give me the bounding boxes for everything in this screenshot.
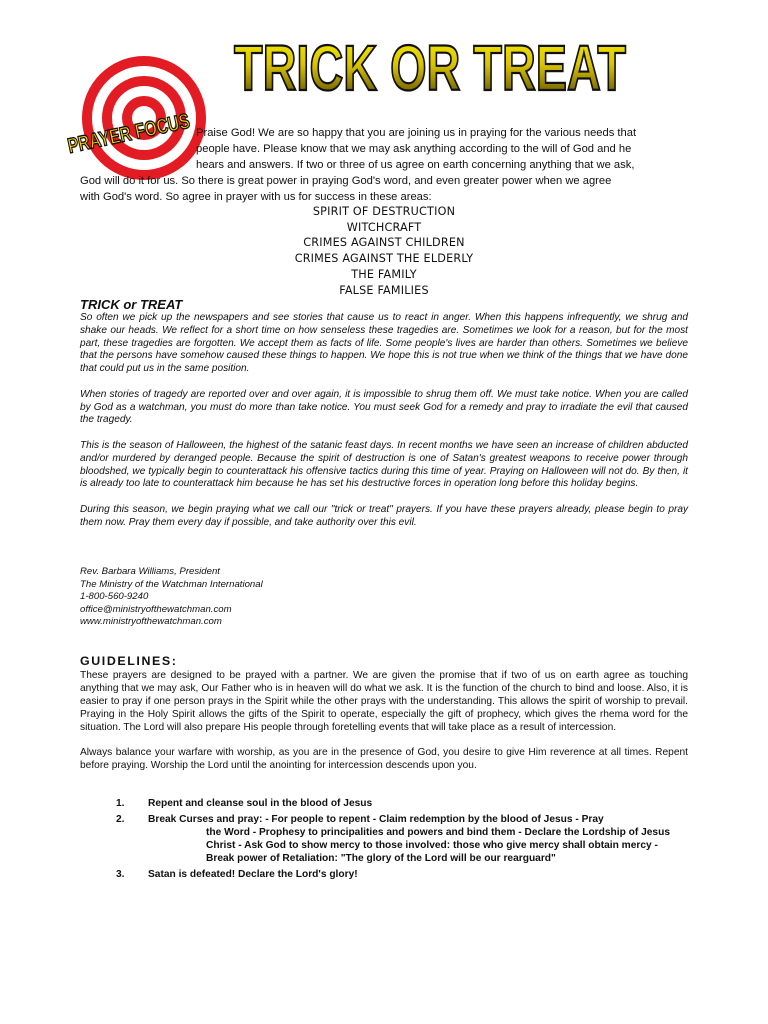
intro-paragraph <box>80 125 688 205</box>
step-number: 2. <box>116 813 125 825</box>
prayer-area-item: SPIRIT OF DESTRUCTION <box>312 205 456 218</box>
prayer-area-item: WITCHCRAFT <box>346 220 422 234</box>
intro-line: Praise God! We are so happy that you are joining us in praying for the various needs that <box>196 127 637 139</box>
body-paragraph: This is the season of Halloween, the highest of the satanic feast days. In recent months we have seen an increase of children abducted and/or murdered by deranged people. Because the spirit of destruction is one of Satan's greatest weapons to receive power through bloodshed, we typically begin to counterattack his offensive tactics during this time of year. Praying on Halloween will not do. By then, it is already too late to counterattack him because he has set his destructive forces in operation long before this holiday begins. <box>80 439 688 490</box>
step-text: Satan is defeated! Declare the Lord's glory! <box>148 868 358 880</box>
guidelines-heading: GUIDELINES: <box>80 654 178 668</box>
step-item <box>116 869 688 882</box>
signature-org: The Ministry of the Watchman International <box>80 578 263 590</box>
article-body <box>80 312 688 542</box>
step-text-continued: the Word - Prophesy to principalities and powers and bind them - Declare the Lordship of Jesus Christ - Ask God to show mercy to those involved: those who give mercy shall obtain mercy - Break power of Retaliation: "The glory of the Lord will be our rearguard" <box>206 826 670 864</box>
guidelines-body <box>80 670 688 786</box>
title-banner <box>230 28 630 104</box>
step-text-wrap <box>148 814 688 866</box>
prayer-area-item: CRIMES AGAINST CHILDREN <box>303 236 465 250</box>
page-title: TRICK OR TREAT <box>234 32 626 104</box>
prayer-area-item: THE FAMILY <box>351 267 417 281</box>
step-number: 1. <box>116 798 125 809</box>
step-item <box>116 814 688 866</box>
body-paragraph: During this season, we begin praying what we call our "trick or treat" prayers. If you have these prayers already, please begin to pray them now. Pray them every day if possible, and take authority over this evil. <box>80 503 688 528</box>
guidelines-paragraph: Always balance your warfare with worship, as you are in the presence of God, you desire to give Him reverence at all times. Repent before praying. Worship the Lord until the anointing for intercession descends upon you. <box>80 747 688 772</box>
prayer-area-item: CRIMES AGAINST THE ELDERLY <box>294 252 474 266</box>
intro-line: people have. Please know that we may ask anything according to the will of God and he <box>196 143 632 155</box>
step-item <box>116 798 688 811</box>
body-paragraph: When stories of tragedy are reported over and over again, it is impossible to shrug them off. We must take notice. When you are called by God as a watchman, you must do more than take notice. You must seek God for a remedy and pray to irradiate the evil that caused the tragedy. <box>80 388 688 426</box>
signature-name: Rev. Barbara Williams, President <box>80 566 220 577</box>
intro-line: hears and answers. If two or three of us agree on earth concerning anything that we ask, <box>196 159 635 171</box>
prayer-areas-list <box>120 204 648 298</box>
intro-line: with God's word. So agree in prayer with us for success in these areas: <box>80 191 432 203</box>
steps-list <box>116 798 688 884</box>
signature-block <box>80 566 480 629</box>
step-text: Repent and cleanse soul in the blood of Jesus <box>148 798 373 809</box>
signature-website: www.ministryofthewatchman.com <box>80 616 222 628</box>
logo-text: PRAYER FOCUS <box>65 101 232 158</box>
section-heading: TRICK or TREAT <box>80 297 183 312</box>
body-paragraph: So often we pick up the newspapers and see stories that cause us to react in anger. When this happens infrequently, we shrug and shake our heads. We reflect for a short time on how senseless these tragedies are. Sometimes we look for a reason, but for the most part, these tragedies are forgotten. We accept them as facts of life. Some people's lives are harder than others. Sometimes we believe that the persons have somehow caused these things to happen. We hope this is not true when we think of the things that we have done that could put us in the same position. <box>80 312 688 375</box>
intro-line: God will do it for us. So there is great power in praying God's word, and even greater power when we agree <box>80 175 612 187</box>
signature-email: office@ministryofthewatchman.com <box>80 603 232 615</box>
prayer-area-item: FALSE FAMILIES <box>339 283 429 297</box>
step-number: 3. <box>116 868 125 880</box>
step-text: Break Curses and pray: - For people to repent - Claim redemption by the blood of Jesus - Pray <box>148 813 604 825</box>
guidelines-paragraph: These prayers are designed to be prayed with a partner. We are given the promise that if two of us on earth agree as touching anything that we may ask, Our Father who is in heaven will do what we ask. It is the function of the church to bind and loose. Also, it is easier to pray if one person prays in the Spirit while the other prays with the understanding. This allows the spirit of worship to prevail. Praying in the Holy Spirit allows the gifts of the Spirit to operate, especially the gift of prophecy, which gives the rhema word for the situation. The Lord will also prepare His people through foretelling events that will take place as a result of intercession. <box>80 670 688 733</box>
title-graphic <box>230 28 630 104</box>
signature-phone: 1-800-560-9240 <box>80 591 149 603</box>
